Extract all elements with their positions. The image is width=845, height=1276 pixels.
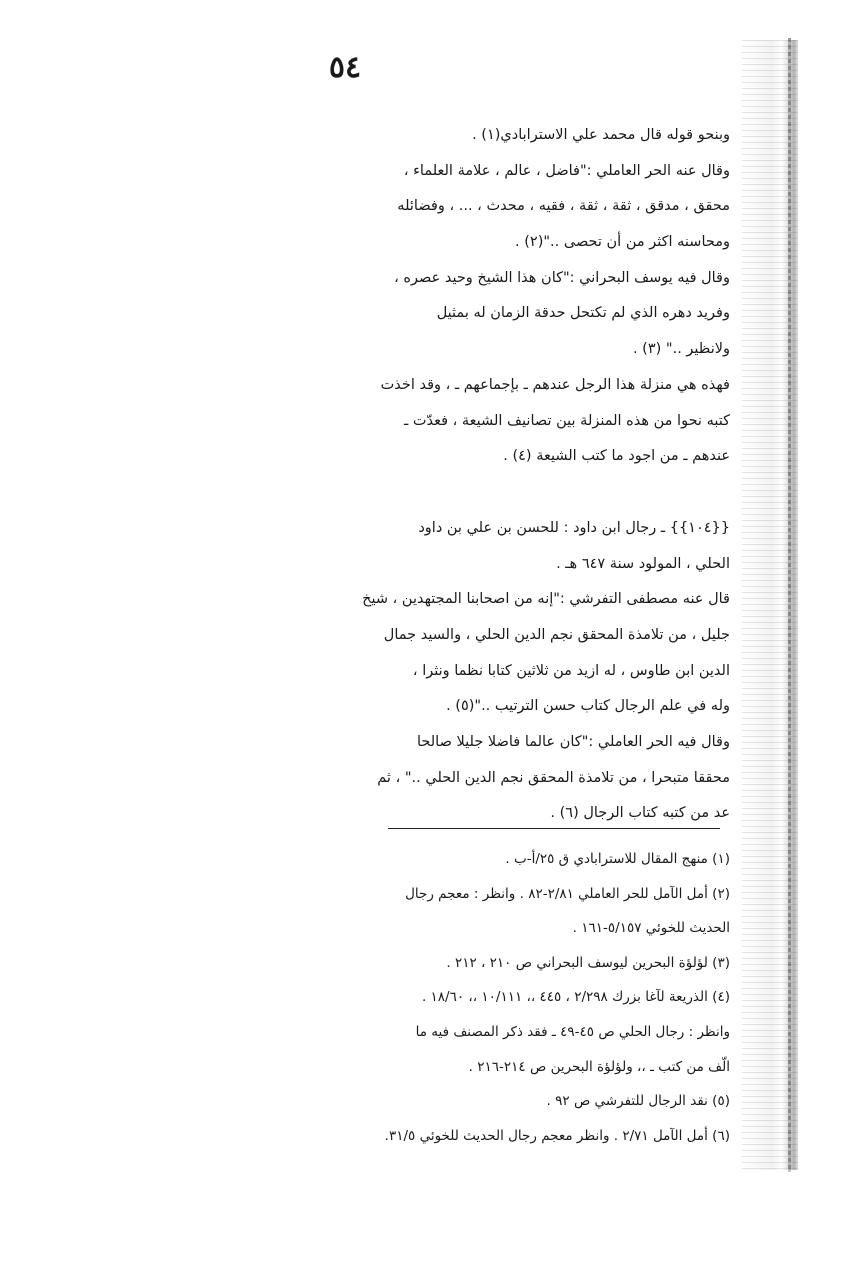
text-line: عد من كتبه كتاب الرجال (٦) . (550, 805, 730, 822)
footnote-line: الحديث للخوئي ٥/١٥٧-١٦١ . (572, 920, 730, 937)
entry-heading: {{١٠٤}} ـ رجال ابن داود : للحسن بن علي بن داود (418, 519, 730, 536)
text-line: ولانظير .." (٣) . (632, 341, 730, 358)
text-line: الدين ابن طاوس ، له ازيد من ثلاثين كتابا نظما ونثرا ، (412, 662, 730, 679)
text-line: قال عنه مصطفى التفرشي :"إنه من اصحابنا المجتهدين ، شيخ (362, 591, 730, 608)
text-line: كتبه نحوا من هذه المنزلة بين تصانيف الشيعة ، فعدّت ـ (403, 412, 730, 429)
page-number: ٥٤ (328, 50, 362, 85)
text-line: وقال فيه يوسف البحراني :"كان هذا الشيخ وحيد عصره ، (394, 269, 730, 286)
footnote-line: الّف من كتب ـ ،، ولؤلؤة البحرين ص ٢١٤-٢١٦ . (468, 1058, 730, 1075)
text-line: وقال فيه الحر العاملي :"كان عالما فاضلا جليلا صالحا (416, 734, 730, 750)
footnote-line: (٦) أمل الآمل ٢/٧١ . وانظر معجم رجال الحديث للخوئي ٣١/٥. (384, 1127, 730, 1144)
text-line: الحلي ، المولود سنة ٦٤٧ هـ . (556, 555, 730, 572)
text-line: عندهم ـ من اجود ما كتب الشيعة (٤) . (503, 448, 730, 465)
footnote-separator (388, 828, 720, 829)
text-line: جليل ، من تلامذة المحقق نجم الدين الحلي ، والسيد جمال (383, 626, 730, 643)
text-line: ومحاسنه اكثر من أن تحصى .."(٢) . (515, 234, 730, 251)
footnote-line: (٥) نقد الرجال للتفرشي ص ٩٢ . (546, 1093, 730, 1110)
footnotes (150, 842, 730, 1153)
footnote-line: (٢) أمل الآمل للحر العاملي ٢/٨١-٨٢ . وانظر : معجم رجال (405, 885, 730, 902)
text-line: فهذه هي منزلة هذا الرجل عندهم ـ بإجماعهم ـ ، وقد اخذت (380, 376, 730, 393)
text-line: محققا متبحرا ، من تلامذة المحقق نجم الدين الحلي .." ، ثم (377, 769, 730, 786)
text-line: وقال عنه الحر العاملي :"فاضل ، عالم ، علامة العلماء ، (403, 162, 730, 179)
footnote-line: وانظر : رجال الحلي ص ٤٥-٤٩ ـ فقد ذكر المصنف فيه ما (415, 1023, 730, 1040)
scan-edge-line (788, 38, 791, 1172)
text-line: وله في علم الرجال كتاب حسن الترتيب .."(٥) . (446, 698, 730, 715)
footnote-line: (٤) الذريعة لآغا بزرك ٢/٢٩٨ ، ٤٤٥ ،، ١٠/١١١ ،، ١٨/٦٠ . (421, 989, 730, 1006)
footnote-line: (٣) لؤلؤة البحرين ليوسف البحراني ص ٢١٠ ، ٢١٢ . (446, 954, 730, 971)
paragraph-gap (150, 475, 730, 511)
main-text (150, 118, 730, 832)
text-line: محقق ، مدقق ، ثقة ، ثقة ، فقيه ، محدث ، ... ، وفضائله (397, 198, 730, 215)
footnote-line: (١) منهج المقال للاسترابادي ق ٢٥/أ-ب . (505, 851, 730, 867)
text-line: وفريد دهره الذي لم تكتحل حدقة الزمان له بمثيل (436, 305, 730, 322)
text-line: وبنحو قوله قال محمد علي الاسترابادي(١) . (472, 127, 730, 143)
